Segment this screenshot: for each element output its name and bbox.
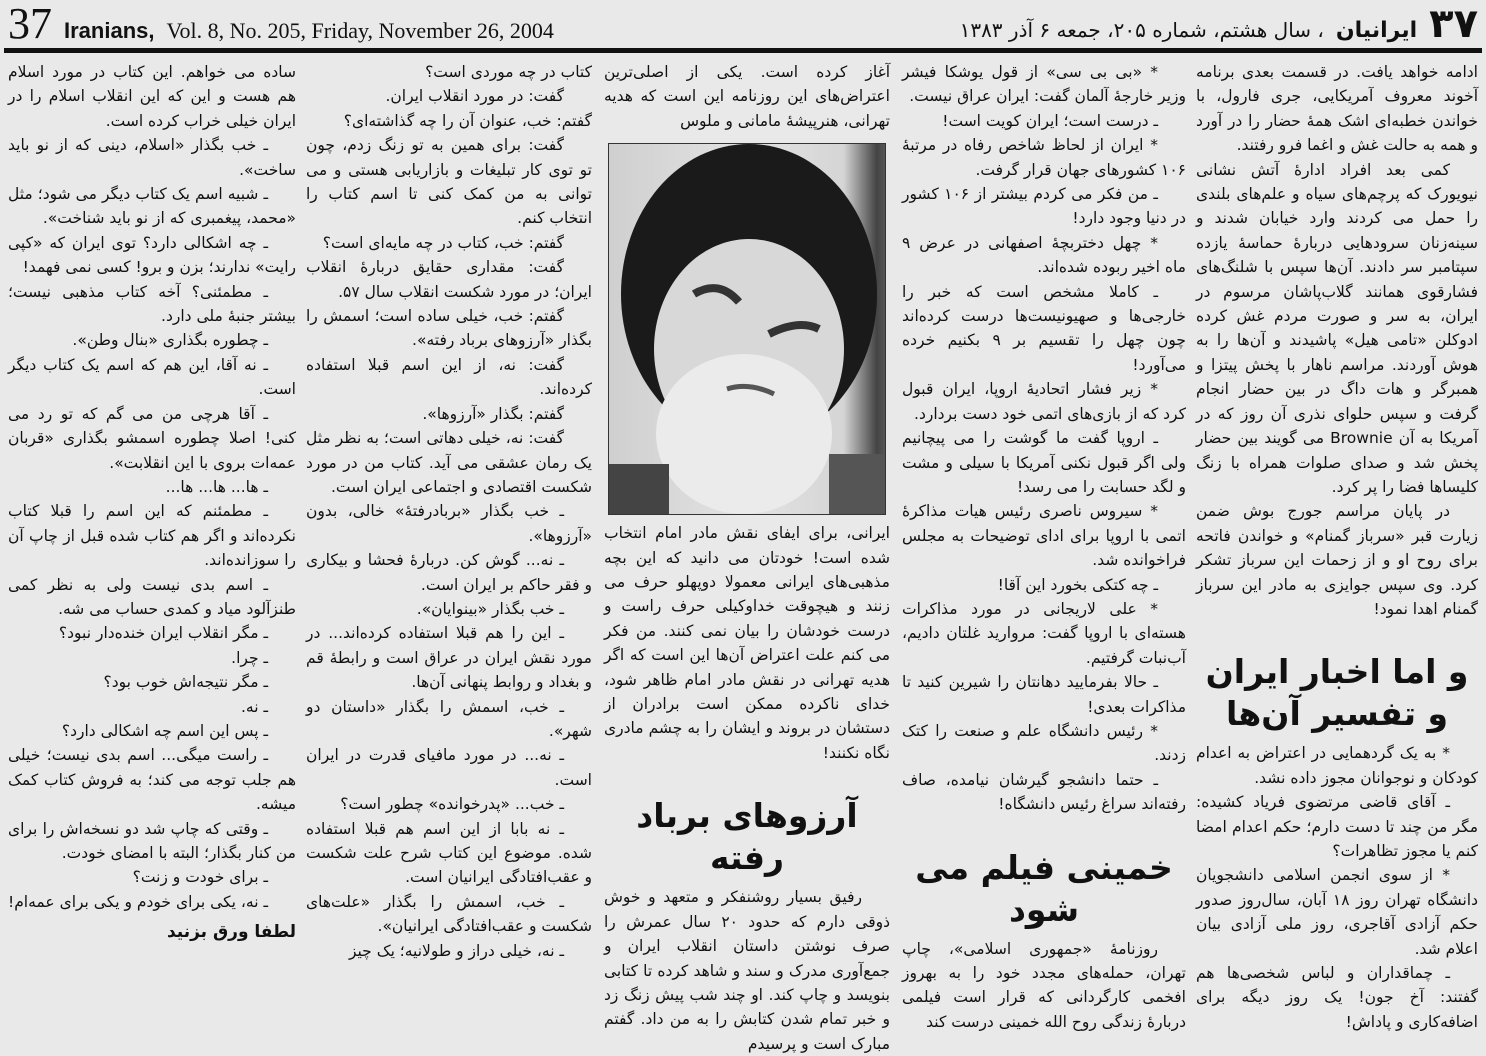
dialogue-line: گفتم: خب، عنوان آن را چه گذاشته‌ای؟ [343,111,592,130]
dialogue-line: گفت: نه، خیلی دهاتی است؛ به نظر مثل یک رمان عشقی می آید. کتاب من در مورد شکست اقتصادی و اجتماعی ایران است. [306,429,592,496]
dialogue-line: ـ این را هم قبلا استفاده کرده‌اند... در مورد نقش ایران در عراق است و رابطهٔ قم و بغداد و روابط پنهانی آن‌ها. [306,624,592,692]
dialogue-line: ـ خب، اسمش را بگذار «علت‌های شکست و عقب‌افتادگی ایرانیان». [306,892,592,936]
column-5 [8,60,296,1035]
news-comment: ـ چه کتکی بخورد این آقا! [997,575,1158,594]
masthead [0,0,1486,48]
dialogue-line: ـ نه... در مورد مافیای قدرت در ایران است. [306,746,592,789]
dialogue-line: ـ مطمئنی؟ آخه کتاب مذهبی نیست؛ بیشتر جنبهٔ ملی دارد. [8,282,296,326]
dialogue-line: ـ چه اشکالی دارد؟ توی ایران که «کپی رایت» ندارند؛ بزن و برو! کسی نمی فهمد! [8,233,296,277]
dialogue-line: ـ خب... «پدرخوانده» چطور است؟ [340,795,564,814]
column-4 [306,60,592,1035]
news-item: * علی لاریجانی در مورد مذاکرات هسته‌ای با اروپا گفت: مروارید غلتان دادیم، آب‌نبات گرفتیم. [902,599,1186,667]
news-item: * به یک گردهمایی در اعتراض به اعدام کودکان و نوجوانان مجوز داده نشد. [1196,744,1478,787]
story-text: رفیق بسیار روشنفکر و متعهد و خوش ذوقی دارم که حدود ۲۰ سال عمرش را صرف نوشتن داستان انقلاب ایران و جمع‌آوری مدرک و سند و شاهد کرده تا کتابی بنویسد و چاپ کند. او چند شب پیش زنگ زد و خبر تمام شدن کتابش را به من داد. گفتم مبارک است و پرسیدم [604,888,890,1053]
column-1 [1196,60,1478,1035]
dialogue-line: ـ آقا هرچی من می گم که تو رد می کنی! اصلا چطوره اسمشو بگذاری «قربان عمه‌ات بروی با این انقلابت». [8,404,296,472]
dialogue-line: ـ نه، خیلی دراز و طولانیه؛ یک چیز [348,941,564,960]
headline-iran-news: و اما اخبار ایران و تفسیر آن‌ها [1205,652,1469,734]
portrait-photo [608,143,886,515]
news-item: * سیروس ناصری رئیس هیات مذاکرهٔ اتمی با اروپا برای ادای توضیحات به مجلس فراخوانده شد. [902,502,1186,570]
news-item: * از سوی انجمن اسلامی دانشجویان دانشگاه تهران روز ۱۸ آبان، سال‌روز صدور حکم آزادی آقاجری، روز ملی آزادی بیان اعلام شد. [1196,866,1478,958]
dialogue-line: کتاب در چه موردی است؟ [425,63,592,81]
news-item: * زیر فشار اتحادیهٔ اروپا، ایران قبول کرد که از بازی‌های اتمی خود دست بردارد. [902,380,1186,423]
paragraph: کمی بعد افراد ادارهٔ آتش نشانی نیویورک که پرچم‌های سیاه و علم‌های بلندی را حمل می کردند وارد خیابان شدند و سینه‌زنان سرودهایی دربارهٔ حماسهٔ یازده سپتامبر سر دادند. آن‌ها سپس با شلنگ‌های فشارقوی همانند گلاب‌پاشان مرسوم در ایران، به سر و صورت مردم غش کرده ادوکلن «تامی هیل» پاشیدند و آن‌ها را به هوش آوردند. مراسم ناهار با پخش پیتزا و همبرگر و هات داگ در بین حضار انجام گرفت و سپس حلوای نذری آن روز که در آمریکا به آن Brownie می گویند بین حضار پخش شد و صدای صلوات همراه با زنگ کلیساها فضا را پر کرد. [1196,160,1478,496]
dialogue-line: ـ نه. [240,697,268,716]
headline-lost-dreams: آرزوهای برباد رفته [636,796,858,878]
portrait-illustration [609,144,885,514]
brand-name-en: Iranians, [64,18,155,43]
dialogue-line: ـ شبیه اسم یک کتاب دیگر می شود؛ مثل «محمد، پیغمبری که از نو باید شناخت». [8,185,296,228]
dialogue-line: ـ چرا. [231,648,268,667]
dialogue-line: گفتم: بگذار «آرزوها». [422,404,564,423]
dialogue-line: گفت: در مورد انقلاب ایران. [385,87,564,106]
dialogue-line: گفت: نه، از این اسم قبلا استفاده کرده‌اند. [306,355,592,399]
brand-name-fa: ایرانیان [1335,18,1418,43]
dialogue-line: ـ نه، یکی برای خودم و یکی برای عمه‌ام! [8,892,268,911]
issue-info-fa: ، سال هشتم، شماره ۲۰۵، جمعه ۶ آذر ۱۳۸۳ [959,18,1324,42]
dialogue-line: ساده می خواهم. این کتاب در مورد اسلام هم هست و این که این انقلاب اسلام را در ایران خیلی خراب کرده است. [8,63,296,130]
dialogue-line: ـ اسم بدی نیست ولی به نظر کمی طنزآلود میاد و کمدی حساب می شه. [8,575,296,618]
dialogue-line: گفت: برای همین به تو زنگ زدم، چون تو توی کار تبلیغات و بازاریابی هستی و می توانی به من کمک کنی تا اسم کتاب را انتخاب کنم. [306,136,592,228]
news-item: * ایران از لحاظ شاخص رفاه در مرتبهٔ ۱۰۶ کشورهای جهان قرار گرفت. [902,136,1186,179]
masthead-rule [4,48,1482,53]
dialogue-line: ـ برای خودت و زنت؟ [132,868,268,887]
story-text: آغاز کرده است. یکی از اصلی‌ترین اعتراض‌های این روزنامه این است که هدیه تهرانی، هنرپیشهٔ مامانی و ملوس [604,63,890,130]
dialogue-line: ـ نه آقا، این هم که اسم یک کتاب دیگر است. [8,355,296,399]
column-2 [902,60,1186,1035]
dialogue-line: ـ مگر انقلاب ایران خنده‌دار نبود؟ [58,624,268,643]
news-comment: ـ چماقداران و لباس شخصی‌ها هم گفتند: آخ جون! یک روز دیگه برای اضافه‌کاری و پاداش! [1196,964,1478,1031]
dialogue-line: ـ خب، اسمش را بگذار «داستان دو شهر». [306,697,592,740]
dialogue-line: ـ خب بگذار «بربادرفتهٔ» خالی، بدون «آرزوها». [306,502,592,545]
story-text: ایرانی، برای ایفای نقش مادر امام انتخاب شده است! خودتان می دانید که این بچه مذهبی‌های ایرانی معمولا دوپهلو حرف می زنند و هیچوقت خداوکیلی حرف راست و درست خودشان را بیان نمی کنند. من فکر می کنم علت اعتراض آن‌ها این است که اگر هدیه تهرانی در نقش مادر امام ظاهر شود، خدای ناکرده ممکن است برادران از دستشان در بروند و ایشان را به چشم مادری نگاه نکنند! [604,524,890,762]
news-comment: ـ حتما دانشجو گیرشان نیامده، صاف رفته‌اند سراغ رئیس دانشگاه! [902,770,1186,814]
news-comment: ـ درست است؛ ایران کویت است! [942,111,1158,130]
dialogue-line: ـ نه... گوش کن. دربارهٔ فحشا و بیکاری و فقر حاکم بر ایران است. [306,551,592,594]
paragraph: ادامه خواهد یافت. در قسمت بعدی برنامه آخوند معروف آمریکایی، جری فارول، با خواندن خطبه‌ای اشک همهٔ حضار را در آورد و همه به حالت غش و اغما فرو رفتند. [1196,63,1478,155]
story-text: روزنامهٔ «جمهوری اسلامی»، چاپ تهران، حمله‌های مجدد خود را به بهروز افخمی کارگردانی که قرار است فیلمی دربارهٔ زندگی روح الله خمینی درست کند [902,939,1186,1031]
dialogue-line: ـ ها... ها... ها... [165,477,268,496]
dialogue-line: ـ خب بگذار «بینوایان». [416,599,564,618]
dialogue-line: ـ نه بابا از این اسم هم قبلا استفاده شده. موضوع این کتاب شرح علت شکست و عقب‌افتادگی ایرانیان است. [306,819,592,887]
news-comment: ـ اروپا گفت ما گوشت را می پیچانیم ولی اگر قبول نکنی آمریکا با سیلی و مشت و لگد حسابت را می رسد! [902,429,1186,496]
paragraph: در پایان مراسم جورج بوش ضمن زیارت قبر «سرباز گمنام» و خواندن فاتحه برای روح او و از زحمات این سرباز تشکر کرد. وی سپس جوایزی به مادر این سرباز گمنام اهدا نمود! [1196,502,1478,618]
masthead-english [8,2,554,46]
news-comment: ـ حالا بفرمایید دهانتان را شیرین کنید تا مذاکرات بعدی! [902,673,1186,716]
column-3 [604,60,890,1053]
news-comment: ـ من فکر می کردم بیشتر از ۱۰۶ کشور در دنیا وجود دارد! [902,185,1186,228]
dialogue-line: ـ راست میگی... اسم بدی نیست؛ خیلی هم جلب توجه می کند؛ به فروش کتاب کمک میشه. [8,746,296,814]
dialogue-line: ـ وقتی که چاپ شد دو نسخه‌اش را برای من کنار بگذار؛ البته با امضای خودت. [8,819,296,862]
dialogue-line: ـ پس این اسم چه اشکالی دارد؟ [61,721,268,740]
headline-khomeini-film: خمینی فیلم می شود [915,847,1173,929]
news-item: * رئیس دانشگاه علم و صنعت را کتک زدند. [902,721,1186,765]
page-number-en: 37 [8,0,52,48]
issue-info-en: Vol. 8, No. 205, Friday, November 26, 2004 [166,18,554,43]
news-item: * چهل دختربچهٔ اصفهانی در عرض ۹ ماه اخیر ربوده شده‌اند. [902,233,1186,277]
continue-note: لطفا ورق بزنید [166,922,296,943]
dialogue-line: ـ مطمئنم که این اسم را قبلا کتاب نکرده‌اند و اگر هم کتاب شده قبل از چاپ آن را سوزانده‌اند. [8,502,296,570]
page-number-fa: ۳۷ [1429,1,1478,47]
dialogue-line: ـ خب بگذار «اسلام، دینی که از نو باید ساخت». [8,136,296,179]
news-item: * «بی بی سی» از قول یوشکا فیشر وزیر خارجهٔ آلمان گفت: ایران عراق نیست. [902,63,1186,106]
dialogue-line: ـ مگر نتیجه‌اش خوب بود؟ [103,673,268,692]
news-comment: ـ آقای قاضی مرتضوی فریاد کشیده: مگر من چند تا دست دارم؛ حکم اعدام امضا کنم یا مجوز تظاهرات؟ [1196,793,1478,860]
dialogue-line: ـ چطوره بگذاری «بنال وطن». [72,331,268,350]
news-comment: ـ کاملا مشخص است که خبر را خارجی‌ها و صهیونیست‌ها درست کرده‌اند چون چهل را تقسیم بر ۹ بکنیم خرده می‌آورد! [902,282,1186,374]
masthead-persian [960,2,1478,46]
dialogue-line: گفت: مقداری حقایق دربارهٔ انقلاب ایران؛ در مورد شکست انقلاب سال ۵۷. [306,258,592,301]
dialogue-line: گفتم: خب، کتاب در چه مایه‌ای است؟ [322,233,564,252]
dialogue-line: گفتم: خب، خیلی ساده است؛ اسمش را بگذار «آرزوهای برباد رفته». [306,307,592,350]
